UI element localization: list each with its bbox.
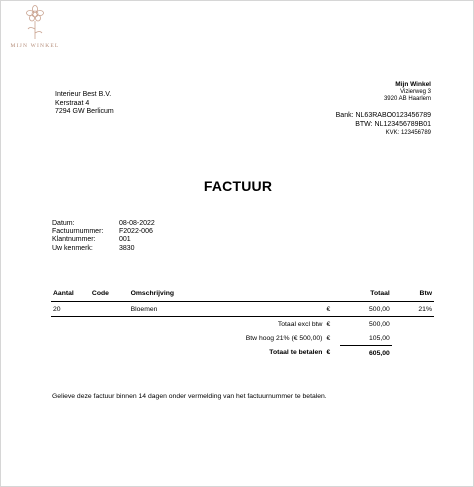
- meta-value: 08-08-2022: [119, 220, 155, 227]
- cell-totaal: 500,00: [340, 302, 392, 317]
- summary-label: Totaal te betalen: [269, 349, 323, 357]
- sender-city: 3920 AB Haarlem: [383, 96, 431, 103]
- summary-value: 105,00: [340, 331, 392, 346]
- meta-row: [52, 245, 155, 253]
- summary-label: Totaal excl btw: [277, 320, 323, 328]
- meta-label: Datum:: [52, 220, 75, 227]
- meta-label: Factuurnummer:: [52, 228, 104, 236]
- meta-value: 001: [119, 236, 131, 244]
- bank-kvk: KVK: 123456789: [385, 130, 431, 137]
- cell-currency: €: [324, 302, 339, 317]
- meta-value: F2022-006: [119, 228, 153, 236]
- logo: [5, 5, 65, 51]
- meta-row: [52, 228, 155, 236]
- recipient-street: Kerstraat 4: [55, 99, 90, 107]
- bank-btw: BTW: NL123456789B01: [355, 120, 431, 128]
- summary-row-btw: [51, 331, 434, 346]
- sender-street: Vizierweg 3: [400, 88, 431, 95]
- bank-iban: Bank: NL63RABO0123456789: [335, 112, 431, 119]
- bank-details: [336, 112, 431, 138]
- summary-value: 500,00: [369, 320, 390, 328]
- meta-label: Klantnummer:: [52, 236, 96, 244]
- cell-aantal: 20: [51, 302, 90, 317]
- summary-row-total: [51, 346, 434, 361]
- header-code: Code: [90, 286, 129, 302]
- summary-row-excl: [51, 317, 434, 332]
- summary-currency: €: [326, 334, 331, 342]
- summary-currency: €: [326, 349, 331, 357]
- header-currency: [324, 286, 339, 302]
- header-omschrijving: Omschrijving: [129, 286, 325, 302]
- table-row: [51, 302, 434, 317]
- table-header-row: [51, 286, 434, 302]
- meta-row: [52, 220, 155, 228]
- items-table: [51, 286, 434, 360]
- summary-value: 605,00: [369, 349, 390, 357]
- meta-value: 3830: [119, 244, 135, 252]
- logo-text: MIJN WINKEL: [10, 43, 60, 49]
- recipient-city: 7294 GW Berlicum: [55, 108, 114, 116]
- cell-code: [90, 302, 129, 317]
- flower-icon: [23, 5, 47, 41]
- meta-row: [52, 236, 155, 244]
- header-totaal: Totaal: [340, 286, 392, 302]
- recipient-company: Interieur Best B.V.: [55, 91, 112, 98]
- cell-btw: 21%: [392, 302, 434, 317]
- header-btw: Btw: [392, 286, 434, 302]
- recipient-address: [55, 91, 114, 117]
- sender-name: Mijn Winkel: [395, 81, 431, 88]
- invoice-meta: [52, 220, 155, 253]
- invoice-title: FACTUUR: [203, 178, 273, 194]
- meta-label: Uw kenmerk:: [52, 244, 93, 252]
- cell-omschrijving: Bloemen: [129, 302, 325, 317]
- summary-label: Btw hoog 21% (€ 500,00): [245, 334, 323, 342]
- header-aantal: Aantal: [51, 286, 90, 302]
- sender-address: [384, 81, 431, 104]
- summary-currency: €: [326, 320, 331, 328]
- payment-note: Gelieve deze factuur binnen 14 dagen onder vermelding van het factuurnummer te betalen.: [52, 393, 327, 400]
